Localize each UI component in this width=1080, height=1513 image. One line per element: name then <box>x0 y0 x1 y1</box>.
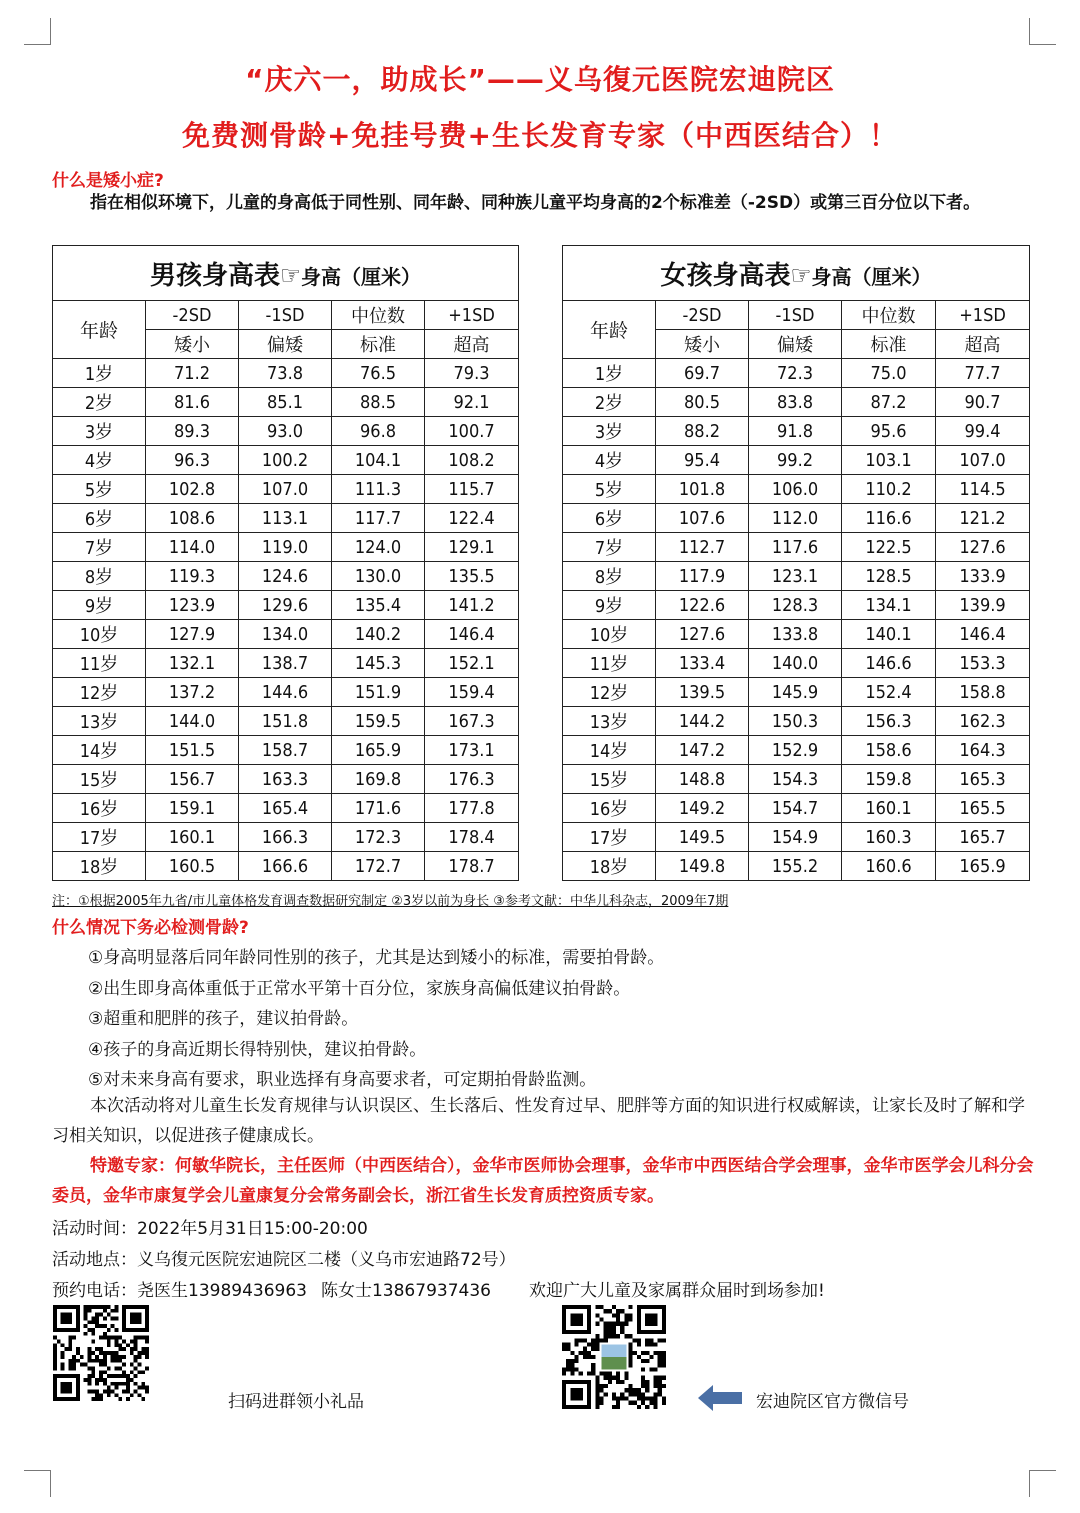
height-cell: 163.3 <box>239 765 332 794</box>
age-cell: 15岁 <box>563 765 656 794</box>
height-cell: 159.8 <box>842 765 936 794</box>
age-cell: 12岁 <box>53 678 146 707</box>
height-cell: 153.3 <box>936 649 1030 678</box>
height-cell: 145.9 <box>749 678 842 707</box>
table-caption <box>563 246 1030 301</box>
group-qr-code[interactable] <box>53 1305 149 1401</box>
crop-mark-bottom-right <box>1029 1470 1056 1497</box>
height-cell: 178.4 <box>425 823 519 852</box>
height-cell: 71.2 <box>146 359 239 388</box>
col-subheader: 矮小 <box>146 330 239 359</box>
height-cell: 121.2 <box>936 504 1030 533</box>
height-cell: 135.4 <box>332 591 425 620</box>
height-cell: 169.8 <box>332 765 425 794</box>
height-cell: 111.3 <box>332 475 425 504</box>
col-header: -1SD <box>239 301 332 330</box>
height-cell: 140.0 <box>749 649 842 678</box>
height-cell: 149.8 <box>656 852 749 881</box>
col-header: +1SD <box>936 301 1030 330</box>
list-item: ⑤对未来身高有要求，职业选择有身高要求者，可定期拍骨龄监测。 <box>88 1070 597 1090</box>
pointing-hand-icon: ☞ <box>280 260 302 291</box>
boys-table-title: 男孩身高表 <box>150 260 281 291</box>
height-cell: 77.7 <box>936 359 1030 388</box>
table-row <box>563 591 1030 620</box>
height-cell: 140.2 <box>332 620 425 649</box>
col-header: +1SD <box>425 301 519 330</box>
table-row <box>563 359 1030 388</box>
height-cell: 133.4 <box>656 649 749 678</box>
height-cell: 151.8 <box>239 707 332 736</box>
age-cell: 10岁 <box>563 620 656 649</box>
height-cell: 124.0 <box>332 533 425 562</box>
height-cell: 160.5 <box>146 852 239 881</box>
table-row <box>563 823 1030 852</box>
height-cell: 119.0 <box>239 533 332 562</box>
age-cell: 8岁 <box>53 562 146 591</box>
age-cell: 16岁 <box>563 794 656 823</box>
col-subheader: 超高 <box>936 330 1030 359</box>
height-cell: 156.7 <box>146 765 239 794</box>
table-row <box>563 475 1030 504</box>
height-cell: 146.6 <box>842 649 936 678</box>
table-row <box>563 504 1030 533</box>
height-cell: 114.5 <box>936 475 1030 504</box>
height-cell: 152.9 <box>749 736 842 765</box>
age-cell: 16岁 <box>53 794 146 823</box>
height-cell: 127.6 <box>656 620 749 649</box>
age-cell: 11岁 <box>53 649 146 678</box>
table-row <box>53 417 519 446</box>
bone-age-heading: 什么情况下务必检测骨龄? <box>52 918 249 938</box>
height-cell: 132.1 <box>146 649 239 678</box>
age-cell: 5岁 <box>53 475 146 504</box>
col-header: -2SD <box>656 301 749 330</box>
height-cell: 154.7 <box>749 794 842 823</box>
height-cell: 165.9 <box>936 852 1030 881</box>
height-cell: 159.5 <box>332 707 425 736</box>
height-cell: 166.3 <box>239 823 332 852</box>
age-header: 年龄 <box>563 301 656 359</box>
wechat-qr-code[interactable] <box>562 1305 666 1409</box>
height-cell: 165.5 <box>936 794 1030 823</box>
age-cell: 6岁 <box>53 504 146 533</box>
table-row <box>563 794 1030 823</box>
height-cell: 123.9 <box>146 591 239 620</box>
activity-description: 本次活动将对儿童生长发育规律与认识误区、生长落后、性发育过早、肥胖等方面的知识进行权威解读，让家长及时了解和学习相关知识，以促进孩子健康成长。 <box>52 1096 1025 1146</box>
qr-left-label: 扫码进群领小礼品 <box>228 1392 364 1412</box>
height-cell: 155.2 <box>749 852 842 881</box>
height-cell: 128.3 <box>749 591 842 620</box>
height-cell: 129.6 <box>239 591 332 620</box>
phone-label: 预约电话： <box>52 1281 137 1301</box>
height-cell: 144.2 <box>656 707 749 736</box>
height-cell: 88.2 <box>656 417 749 446</box>
list-item: ①身高明显落后同年龄同性别的孩子，尤其是达到矮小的标准，需要拍骨龄。 <box>88 948 665 968</box>
height-cell: 100.2 <box>239 446 332 475</box>
col-subheader: 偏矮 <box>749 330 842 359</box>
height-cell: 156.3 <box>842 707 936 736</box>
table-row <box>563 446 1030 475</box>
height-cell: 127.6 <box>936 533 1030 562</box>
table-row <box>563 678 1030 707</box>
col-header: 中位数 <box>332 301 425 330</box>
height-cell: 158.6 <box>842 736 936 765</box>
height-cell: 95.4 <box>656 446 749 475</box>
height-cell: 80.5 <box>656 388 749 417</box>
crop-mark-top-right <box>1029 18 1056 45</box>
age-cell: 9岁 <box>53 591 146 620</box>
height-cell: 83.8 <box>749 388 842 417</box>
height-cell: 139.5 <box>656 678 749 707</box>
col-header: -2SD <box>146 301 239 330</box>
height-cell: 106.0 <box>749 475 842 504</box>
height-cell: 146.4 <box>425 620 519 649</box>
age-cell: 7岁 <box>563 533 656 562</box>
height-cell: 119.3 <box>146 562 239 591</box>
list-item: ④孩子的身高近期长得特别快，建议拍骨龄。 <box>88 1040 427 1060</box>
height-cell: 96.3 <box>146 446 239 475</box>
pointing-hand-icon: ☞ <box>790 260 812 291</box>
height-cell: 122.5 <box>842 533 936 562</box>
page-subtitle: 免费测骨龄+免挂号费+生长发育专家（中西医结合）！ <box>182 119 898 152</box>
table-row <box>563 417 1030 446</box>
height-cell: 88.5 <box>332 388 425 417</box>
expert-intro: 特邀专家：何敏华院长，主任医师（中西医结合），金华市医师协会理事，金华市中西医结合学会理事，金华市医学会儿科分会委员，金华市康复学会儿童康复分会常务副会长，浙江省生长发育质控资质专家。 <box>52 1156 1034 1206</box>
height-cell: 154.9 <box>749 823 842 852</box>
phone-2: 陈女士13867937436 <box>320 1281 491 1301</box>
height-cell: 91.8 <box>749 417 842 446</box>
height-cell: 137.2 <box>146 678 239 707</box>
crop-mark-bottom-left <box>24 1470 51 1497</box>
table-row <box>53 562 519 591</box>
height-cell: 160.1 <box>842 794 936 823</box>
height-cell: 162.3 <box>936 707 1030 736</box>
age-cell: 7岁 <box>53 533 146 562</box>
height-cell: 138.7 <box>239 649 332 678</box>
height-cell: 129.1 <box>425 533 519 562</box>
col-subheader: 偏矮 <box>239 330 332 359</box>
age-cell: 8岁 <box>563 562 656 591</box>
boys-table-unit: 身高（厘米） <box>301 264 422 289</box>
height-cell: 150.3 <box>749 707 842 736</box>
height-cell: 152.4 <box>842 678 936 707</box>
height-cell: 101.8 <box>656 475 749 504</box>
height-cell: 89.3 <box>146 417 239 446</box>
height-cell: 148.8 <box>656 765 749 794</box>
list-item: ③超重和肥胖的孩子，建议拍骨龄。 <box>88 1009 359 1029</box>
height-cell: 128.5 <box>842 562 936 591</box>
age-cell: 18岁 <box>53 852 146 881</box>
table-row <box>563 852 1030 881</box>
crop-mark-top-left <box>24 18 51 45</box>
height-cell: 73.8 <box>239 359 332 388</box>
height-cell: 172.7 <box>332 852 425 881</box>
height-cell: 173.1 <box>425 736 519 765</box>
event-place: 活动地点：义乌復元医院宏迪院区二楼（义乌市宏迪路72号） <box>52 1250 516 1270</box>
table-caption <box>53 246 519 301</box>
age-cell: 9岁 <box>563 591 656 620</box>
intro-text: 指在相似环境下，儿童的身高低于同性别、同年龄、同种族儿童平均身高的2个标准差（-2SD）或第三百分位以下者。 <box>90 193 981 213</box>
height-cell: 172.3 <box>332 823 425 852</box>
table-row <box>53 504 519 533</box>
arrow-left-icon <box>698 1383 742 1413</box>
height-cell: 108.6 <box>146 504 239 533</box>
height-cell: 133.9 <box>936 562 1030 591</box>
age-cell: 13岁 <box>53 707 146 736</box>
height-cell: 69.7 <box>656 359 749 388</box>
height-cell: 85.1 <box>239 388 332 417</box>
height-cell: 112.0 <box>749 504 842 533</box>
height-cell: 99.2 <box>749 446 842 475</box>
age-cell: 10岁 <box>53 620 146 649</box>
table-row <box>53 765 519 794</box>
height-cell: 107.0 <box>239 475 332 504</box>
height-cell: 103.1 <box>842 446 936 475</box>
height-cell: 96.8 <box>332 417 425 446</box>
age-cell: 1岁 <box>563 359 656 388</box>
age-cell: 3岁 <box>563 417 656 446</box>
height-cell: 141.2 <box>425 591 519 620</box>
age-cell: 14岁 <box>53 736 146 765</box>
height-cell: 171.6 <box>332 794 425 823</box>
height-cell: 134.0 <box>239 620 332 649</box>
height-cell: 116.6 <box>842 504 936 533</box>
table-row <box>53 359 519 388</box>
table-row <box>53 678 519 707</box>
height-cell: 164.3 <box>936 736 1030 765</box>
boys-height-table <box>52 245 519 881</box>
age-cell: 1岁 <box>53 359 146 388</box>
table-row <box>53 823 519 852</box>
height-cell: 140.1 <box>842 620 936 649</box>
height-cell: 167.3 <box>425 707 519 736</box>
height-cell: 149.5 <box>656 823 749 852</box>
height-cell: 165.9 <box>332 736 425 765</box>
age-cell: 4岁 <box>563 446 656 475</box>
age-header: 年龄 <box>53 301 146 359</box>
table-row <box>53 388 519 417</box>
height-cell: 159.1 <box>146 794 239 823</box>
table-row <box>53 533 519 562</box>
height-cell: 165.3 <box>936 765 1030 794</box>
height-cell: 177.8 <box>425 794 519 823</box>
booking-phone-line <box>52 1276 825 1301</box>
age-cell: 15岁 <box>53 765 146 794</box>
age-cell: 13岁 <box>563 707 656 736</box>
height-cell: 117.6 <box>749 533 842 562</box>
table-row <box>563 388 1030 417</box>
height-cell: 90.7 <box>936 388 1030 417</box>
age-cell: 4岁 <box>53 446 146 475</box>
table-row <box>53 446 519 475</box>
table-row <box>563 533 1030 562</box>
intro-heading: 什么是矮小症? <box>52 171 164 191</box>
height-cell: 166.6 <box>239 852 332 881</box>
table-row <box>53 736 519 765</box>
height-cell: 122.4 <box>425 504 519 533</box>
height-cell: 160.1 <box>146 823 239 852</box>
age-cell: 18岁 <box>563 852 656 881</box>
height-cell: 165.7 <box>936 823 1030 852</box>
height-cell: 130.0 <box>332 562 425 591</box>
col-header: -1SD <box>749 301 842 330</box>
height-cell: 112.7 <box>656 533 749 562</box>
height-cell: 108.2 <box>425 446 519 475</box>
list-item: ②出生即身高体重低于正常水平第十百分位，家族身高偏低建议拍骨龄。 <box>88 979 631 999</box>
age-cell: 12岁 <box>563 678 656 707</box>
height-cell: 117.7 <box>332 504 425 533</box>
qr-right-label: 宏迪院区官方微信号 <box>756 1392 909 1412</box>
table-row <box>53 707 519 736</box>
height-cell: 146.4 <box>936 620 1030 649</box>
table-row <box>563 620 1030 649</box>
table-footnote: 注：①根据2005年九省/市儿童体格发育调查数据研究制定 ②3岁以前为身长 ③参考文献：中华儿科杂志，2009年7期 <box>52 894 729 909</box>
height-cell: 87.2 <box>842 388 936 417</box>
height-cell: 151.9 <box>332 678 425 707</box>
height-cell: 145.3 <box>332 649 425 678</box>
age-cell: 17岁 <box>563 823 656 852</box>
height-cell: 107.6 <box>656 504 749 533</box>
age-cell: 17岁 <box>53 823 146 852</box>
height-cell: 178.7 <box>425 852 519 881</box>
height-cell: 159.4 <box>425 678 519 707</box>
height-cell: 123.1 <box>749 562 842 591</box>
col-subheader: 标准 <box>842 330 936 359</box>
height-cell: 100.7 <box>425 417 519 446</box>
age-cell: 3岁 <box>53 417 146 446</box>
height-cell: 72.3 <box>749 359 842 388</box>
age-cell: 2岁 <box>53 388 146 417</box>
height-cell: 149.2 <box>656 794 749 823</box>
table-row <box>53 620 519 649</box>
height-cell: 165.4 <box>239 794 332 823</box>
table-row <box>563 707 1030 736</box>
height-cell: 158.7 <box>239 736 332 765</box>
height-cell: 124.6 <box>239 562 332 591</box>
table-row <box>53 475 519 504</box>
col-subheader: 矮小 <box>656 330 749 359</box>
height-cell: 158.8 <box>936 678 1030 707</box>
height-cell: 144.6 <box>239 678 332 707</box>
age-cell: 6岁 <box>563 504 656 533</box>
age-cell: 11岁 <box>563 649 656 678</box>
height-cell: 95.6 <box>842 417 936 446</box>
height-cell: 122.6 <box>656 591 749 620</box>
table-row <box>53 649 519 678</box>
table-row <box>53 852 519 881</box>
event-time: 活动时间：2022年5月31日15:00-20:00 <box>52 1219 368 1239</box>
age-cell: 14岁 <box>563 736 656 765</box>
table-row <box>563 649 1030 678</box>
height-cell: 152.1 <box>425 649 519 678</box>
table-row <box>53 794 519 823</box>
height-cell: 92.1 <box>425 388 519 417</box>
girls-table-unit: 身高（厘米） <box>811 264 932 289</box>
height-cell: 102.8 <box>146 475 239 504</box>
height-cell: 107.0 <box>936 446 1030 475</box>
girls-table-title: 女孩身高表 <box>660 260 791 291</box>
height-cell: 139.9 <box>936 591 1030 620</box>
height-cell: 93.0 <box>239 417 332 446</box>
col-subheader: 超高 <box>425 330 519 359</box>
height-cell: 135.5 <box>425 562 519 591</box>
table-row <box>53 591 519 620</box>
height-cell: 160.3 <box>842 823 936 852</box>
col-header: 中位数 <box>842 301 936 330</box>
height-cell: 147.2 <box>656 736 749 765</box>
height-cell: 134.1 <box>842 591 936 620</box>
height-cell: 115.7 <box>425 475 519 504</box>
phone-1: 尧医生13989436963 <box>137 1281 307 1301</box>
welcome-text: 欢迎广大儿童及家属群众届时到场参加! <box>528 1281 825 1301</box>
height-cell: 117.9 <box>656 562 749 591</box>
height-cell: 76.5 <box>332 359 425 388</box>
height-cell: 79.3 <box>425 359 519 388</box>
table-row <box>563 765 1030 794</box>
age-cell: 5岁 <box>563 475 656 504</box>
col-subheader: 标准 <box>332 330 425 359</box>
height-cell: 75.0 <box>842 359 936 388</box>
height-cell: 81.6 <box>146 388 239 417</box>
height-cell: 99.4 <box>936 417 1030 446</box>
height-cell: 110.2 <box>842 475 936 504</box>
height-cell: 144.0 <box>146 707 239 736</box>
height-cell: 133.8 <box>749 620 842 649</box>
height-cell: 114.0 <box>146 533 239 562</box>
girls-height-table <box>562 245 1030 881</box>
height-cell: 104.1 <box>332 446 425 475</box>
height-cell: 154.3 <box>749 765 842 794</box>
age-cell: 2岁 <box>563 388 656 417</box>
height-cell: 151.5 <box>146 736 239 765</box>
height-cell: 176.3 <box>425 765 519 794</box>
height-cell: 127.9 <box>146 620 239 649</box>
page-title: “庆六一，助成长”——义乌復元医院宏迪院区 <box>245 63 835 96</box>
table-row <box>563 736 1030 765</box>
height-cell: 160.6 <box>842 852 936 881</box>
table-row <box>563 562 1030 591</box>
height-cell: 113.1 <box>239 504 332 533</box>
